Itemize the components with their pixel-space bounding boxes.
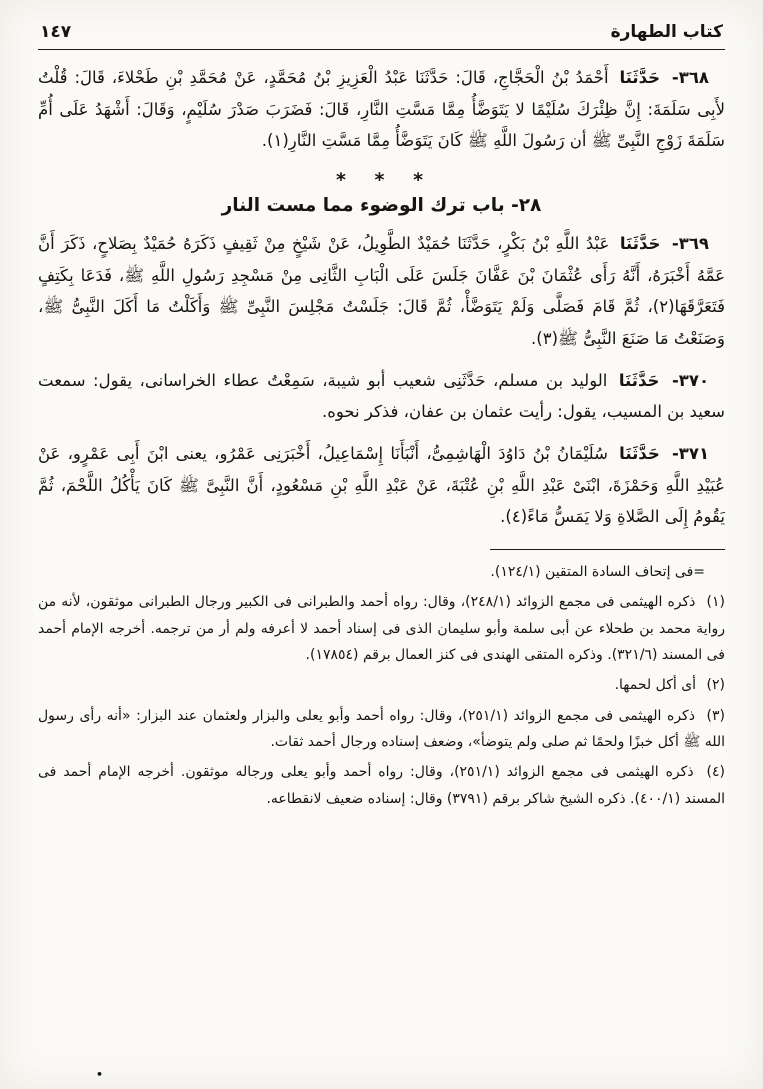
running-title: كتاب الطهارة (610, 22, 723, 42)
hadith-369 (38, 228, 725, 355)
footnote-marker: (١) (706, 594, 725, 611)
footnote-item-3 (38, 703, 725, 756)
hadith-371 (38, 438, 725, 533)
hadith-text: أَحْمَدُ بْنُ الْحَجَّاجِ، قَالَ: حَدَّثَنَا عَبْدُ الْعَزِيزِ بْنُ مُحَمَّدٍ، عَنْ مُحَمَّدِ بْنِ طَحْلاءَ، قَالَ: قُلْتُ لأَبِى سَلَمَةَ: إِنَّ ظِئْرَكَ سُلَيْمًا لا يَتَوَضَّأُ مِمَّا مَسَّتِ النَّارِ، قَالَ: فَضَرَبَ صَدْرَ سُلَيْمٍ، وَقَالَ: أَشْهَدُ عَلَى أُمِّ سَلَمَةَ زَوْجِ النَّبِىِّ ﷺ أن رَسُولَ اللَّهِ ﷺ كَانَ يَتَوَضَّأُ مِمَّا مَسَّتِ النَّارِ(١). (38, 68, 725, 151)
footnote-divider (490, 549, 725, 550)
hadith-368 (38, 62, 725, 157)
footnote-continuation: =فى إتحاف السادة المتقين (١٢٤/١). (490, 564, 705, 581)
footnote-text: ذكره الهيثمى فى مجمع الزوائد (٢٥١/١)، وقال: رواه أحمد وأبو يعلى ورجاله موثقون. أخرجه الإمام أحمد فى المسند (٤٠٠/١). ذكره الشيخ شاكر برقم (٣٧٩١) وقال: إسناده ضعيف لانقطاعه. (38, 764, 725, 807)
hadith-lead-word: حَدَّثَنَا (619, 68, 661, 87)
footnote-item-1 (38, 589, 725, 668)
hadith-number: ٣٦٩- (671, 234, 709, 254)
hadith-text: عَبْدُ اللَّهِ بْنُ بَكْرٍ، حَدَّثَنَا حُمَيْدٌ الطَّوِيلُ، عَنْ شَيْخٍ مِنْ ثَقِيفٍ ذَكَرَهُ حُمَيْدٌ بِصَلاحٍ، ذَكَرَ أَنَّ عَمَّهُ أَخْبَرَهُ، أَنَّهُ رَأَى عُثْمَانَ بْنَ عَفَّانَ جَلَسَ عَلَى الْبَابِ الثَّانِى مِنْ مَسْجِدِ رَسُولِ اللَّهِ ﷺ، فَدَعَا بِكَتِفٍ فَتَعَرَّقَهَا(٢)، ثُمَّ قَامَ فَصَلَّى وَلَمْ يَتَوَضَّأْ، ثُمَّ قَالَ: جَلَسْتُ مَجْلِسَ النَّبِىِّ ﷺ وَأَكَلْتُ مَا أَكَلَ النَّبِىُّ ﷺ، وَصَنَعْتُ مَا صَنَعَ النَّبِىُّ ﷺ(٣). (38, 234, 725, 349)
footnote-text: ذكره الهيثمى فى مجمع الزوائد (٢٥١/١)، وقال: رواه أحمد وأبو يعلى والبزار ولعثمان عند البزار: «أنه رأى رسول الله ﷺ أكل خبزًا ولحمًا ثم صلى ولم يتوضأ»، وضعف إسناده ورجال أحمد ثقات. (38, 707, 725, 750)
footnote-item-2 (38, 672, 725, 698)
hadith-lead-word: حَدَّثَنَا (618, 370, 660, 390)
footnote-marker: (٢) (706, 677, 725, 694)
hadith-370 (38, 365, 725, 428)
footnote-text: أى أكل لحمها. (614, 677, 697, 694)
hadith-lead-word: حَدَّثَنَا (619, 234, 661, 254)
page-mark: • (95, 1068, 103, 1081)
footnote-marker: (٣) (706, 707, 725, 724)
chapter-heading: ٢٨- باب ترك الوضوء مما مست النار (221, 195, 542, 217)
footnote-text: ذكره الهيثمى فى مجمع الزوائد (٢٤٨/١)، وقال: رواه أحمد والطبرانى فى الكبير ورجال الطبرانى موثقون، لأنه من رواية محمد بن طحلاء عن أبى سلمة وأبو سليمان الذى فى إسناد أحمد لا أعرفه ولم أر من ترجمه. أخرجه الإمام أحمد فى المسند (٣٢١/٦). وذكره المتقى الهندى فى كنز العمال برقم (١٧٨٥٤). (38, 594, 725, 663)
footnotes (38, 559, 725, 812)
footnote-item-4 (38, 759, 725, 812)
page-body (38, 62, 725, 533)
page-number: ١٤٧ (40, 22, 72, 42)
ornament-separator: * * * (335, 169, 428, 192)
hadith-number: ٣٧١- (671, 444, 710, 464)
hadith-text: سُلَيْمَانُ بْنُ دَاوُدَ الْهَاشِمِىُّ، أَنْبَأَنَا إِسْمَاعِيلُ، أَخْبَرَنِى عَمْرُو، يعنى ابْنَ أَبِى عَمْرٍو، عَنْ عُبَيْدِ اللَّهِ وَحَمْزَةَ، ابْنَىْ عَبْدِ اللَّهِ بْنِ عُتْبَةَ، عَنْ عَبْدِ اللَّهِ بْنِ مَسْعُودٍ، أَنَّ النَّبِىَّ ﷺ كَانَ يَأْكُلُ اللَّحْمَ، ثُمَّ يَقُومُ إِلَى الصَّلاةِ وَلا يَمَسُّ مَاءً(٤). (38, 444, 725, 527)
hadith-number: ٣٧٠- (671, 370, 710, 390)
header-rule (38, 49, 725, 50)
hadith-text: الوليد بن مسلم، حَدَّثَنِى شعيب أبو شيبة، سَمِعْتُ عطاء الخراسانى، يقول: سمعت سعيد بن المسيب، يقول: رأيت عثمان بن عفان، فذكر نحوه. (38, 370, 725, 422)
page-header (38, 22, 725, 42)
hadith-lead-word: حَدَّثَنَا (619, 444, 660, 464)
footnote-marker: (٤) (706, 764, 725, 781)
hadith-number: ٣٦٨- (671, 68, 709, 87)
